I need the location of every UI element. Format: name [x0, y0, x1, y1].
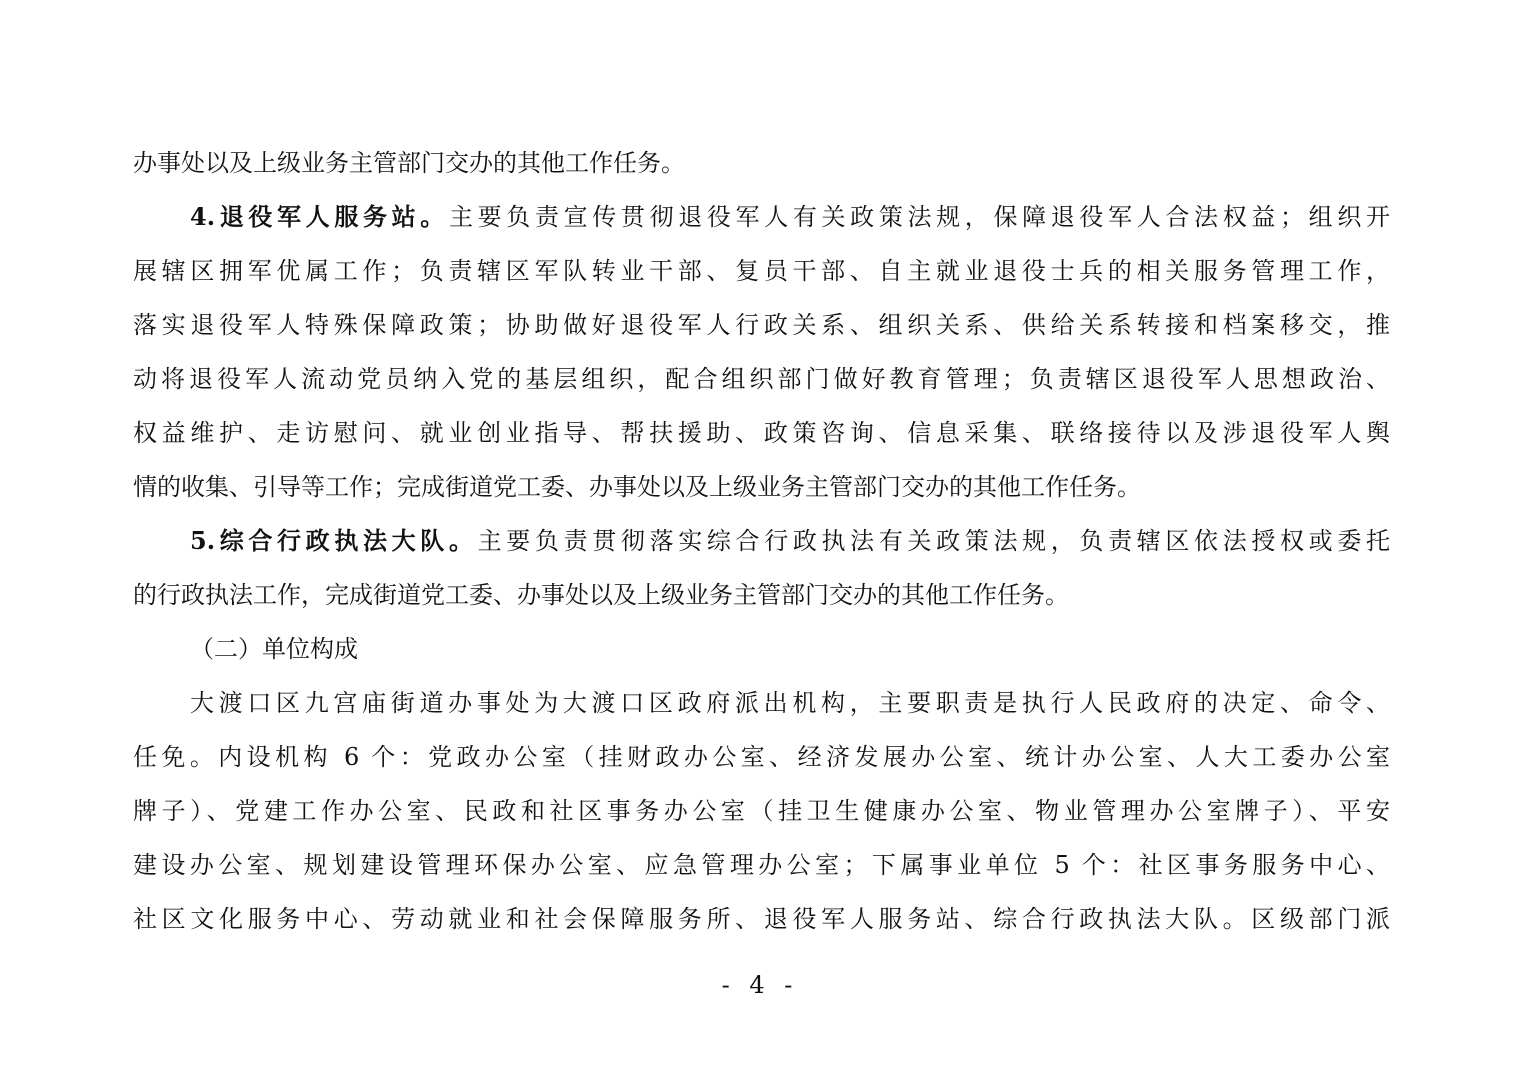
item-title: 4.退役军人服务站。 — [190, 202, 449, 231]
paragraph-line: 情的收集、引导等工作；完成街道党工委、办事处以及上级业务主管部门交办的其他工作任务。 — [133, 473, 1141, 501]
paragraph-line — [190, 514, 1390, 568]
item-text: 主要负责宣传贯彻退役军人有关政策法规，保障退役军人合法权益；组织开 — [448, 203, 1390, 231]
paragraph-line — [190, 190, 1390, 244]
paragraph-line: 落实退役军人特殊保障政策；协助做好退役军人行政关系、组织关系、供给关系转接和档案移交，推 — [133, 311, 1390, 339]
paragraph-line: 社区文化服务中心、劳动就业和社会保障服务所、退役军人服务站、综合行政执法大队。区级部门派 — [133, 905, 1390, 933]
paragraph-line: 展辖区拥军优属工作；负责辖区军队转业干部、复员干部、自主就业退役士兵的相关服务管理工作， — [133, 257, 1390, 285]
item-title: 5.综合行政执法大队。 — [190, 526, 478, 555]
paragraph-line: 的行政执法工作，完成街道党工委、办事处以及上级业务主管部门交办的其他工作任务。 — [133, 581, 1069, 609]
page-number: - 4 - — [721, 971, 799, 999]
item-text: 主要负责贯彻落实综合行政执法有关政策法规，负责辖区依法授权或委托 — [477, 527, 1390, 555]
paragraph-line: 任免。内设机构 6 个：党政办公室（挂财政办公室、经济发展办公室、统计办公室、人大工委办公室 — [133, 743, 1390, 771]
paragraph-line: 大渡口区九宫庙街道办事处为大渡口区政府派出机构，主要职责是执行人民政府的决定、命令、 — [190, 689, 1390, 717]
paragraph-line: 办事处以及上级业务主管部门交办的其他工作任务。 — [133, 149, 685, 177]
paragraph-line: 牌子）、党建工作办公室、民政和社区事务办公室（挂卫生健康办公室、物业管理办公室牌子）、平安 — [133, 797, 1390, 825]
paragraph-line: 建设办公室、规划建设管理环保办公室、应急管理办公室；下属事业单位 5 个：社区事务服务中心、 — [133, 851, 1390, 879]
paragraph-line: 动将退役军人流动党员纳入党的基层组织，配合组织部门做好教育管理；负责辖区退役军人思想政治、 — [133, 365, 1390, 393]
paragraph-line: 权益维护、走访慰问、就业创业指导、帮扶援助、政策咨询、信息采集、联络接待以及涉退役军人舆 — [133, 419, 1390, 447]
section-heading: （二）单位构成 — [190, 635, 358, 663]
